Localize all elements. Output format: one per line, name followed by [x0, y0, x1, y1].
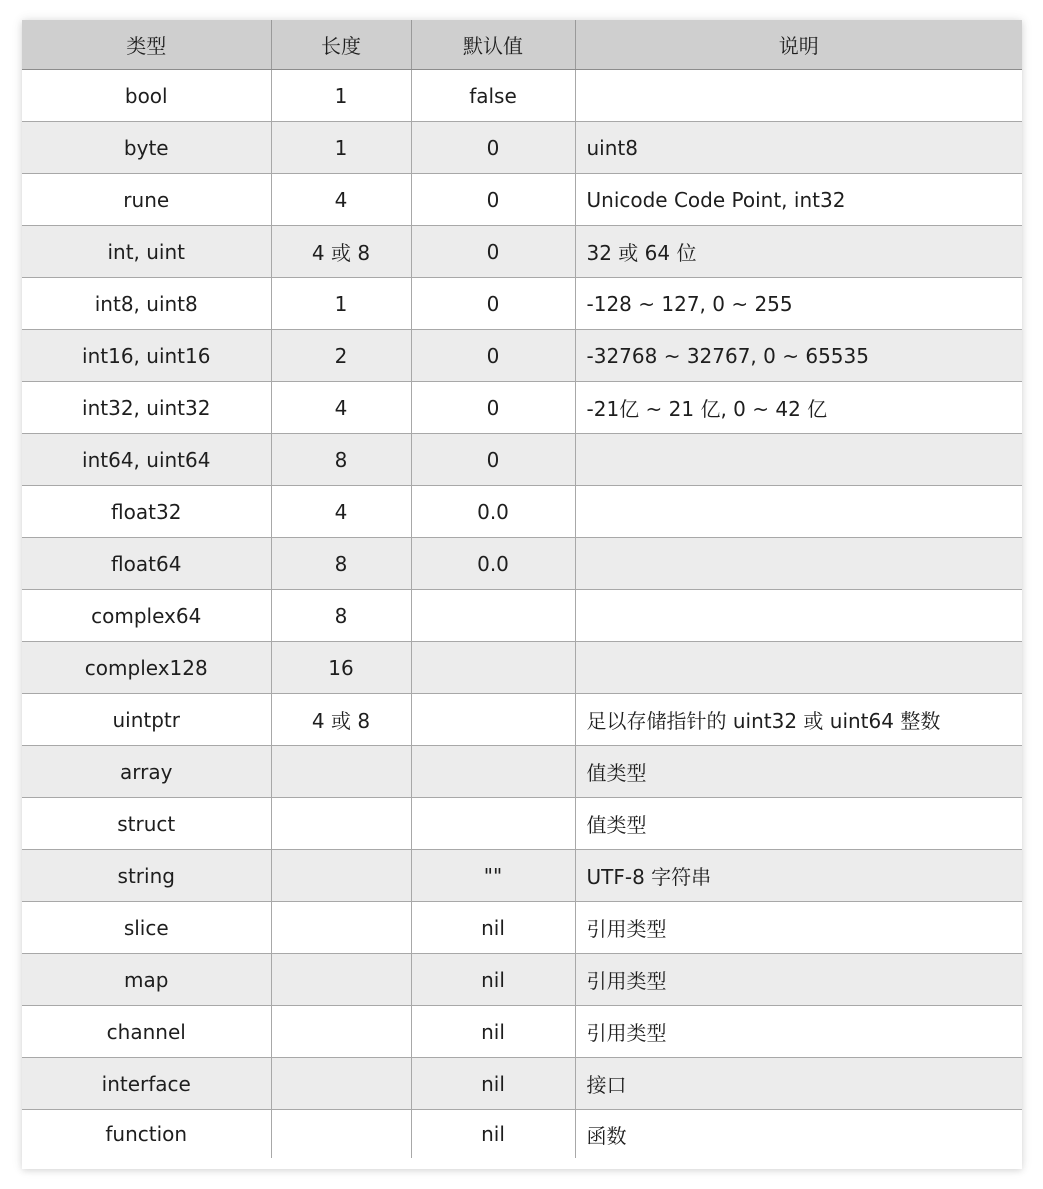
table-row	[22, 330, 1022, 382]
cell-type: int64, uint64	[22, 434, 271, 486]
table-row	[22, 1006, 1022, 1058]
cell-type: float64	[22, 538, 271, 590]
cell-length: 4 或 8	[271, 694, 411, 746]
type-table-card	[22, 20, 1022, 1169]
cell-type: byte	[22, 122, 271, 174]
cell-description: 值类型	[575, 798, 1022, 850]
go-types-table	[22, 20, 1022, 1158]
table-row	[22, 278, 1022, 330]
cell-length	[271, 1058, 411, 1110]
cell-default: 0	[411, 330, 575, 382]
table-row	[22, 798, 1022, 850]
cell-description: Unicode Code Point, int32	[575, 174, 1022, 226]
header-length: 长度	[271, 20, 411, 70]
cell-type: channel	[22, 1006, 271, 1058]
cell-description: -32768 ~ 32767, 0 ~ 65535	[575, 330, 1022, 382]
cell-type: int32, uint32	[22, 382, 271, 434]
cell-type: array	[22, 746, 271, 798]
cell-type: map	[22, 954, 271, 1006]
cell-description: 接口	[575, 1058, 1022, 1110]
cell-default: nil	[411, 1110, 575, 1159]
cell-default: 0	[411, 122, 575, 174]
cell-length: 16	[271, 642, 411, 694]
cell-length	[271, 850, 411, 902]
table-row	[22, 382, 1022, 434]
cell-type: uintptr	[22, 694, 271, 746]
cell-default	[411, 798, 575, 850]
cell-description	[575, 642, 1022, 694]
table-row	[22, 590, 1022, 642]
cell-description	[575, 538, 1022, 590]
cell-description	[575, 486, 1022, 538]
cell-length: 1	[271, 122, 411, 174]
cell-default	[411, 642, 575, 694]
cell-type: string	[22, 850, 271, 902]
table-row	[22, 1058, 1022, 1110]
table-row	[22, 902, 1022, 954]
cell-type: int16, uint16	[22, 330, 271, 382]
table-row	[22, 694, 1022, 746]
cell-length	[271, 954, 411, 1006]
cell-type: complex128	[22, 642, 271, 694]
cell-description	[575, 434, 1022, 486]
table-row	[22, 174, 1022, 226]
cell-description: -21亿 ~ 21 亿, 0 ~ 42 亿	[575, 382, 1022, 434]
cell-description	[575, 70, 1022, 122]
cell-description: 足以存储指针的 uint32 或 uint64 整数	[575, 694, 1022, 746]
cell-default: 0	[411, 434, 575, 486]
cell-type: float32	[22, 486, 271, 538]
cell-length	[271, 1006, 411, 1058]
cell-default: ""	[411, 850, 575, 902]
cell-default	[411, 590, 575, 642]
cell-length: 1	[271, 278, 411, 330]
cell-type: int8, uint8	[22, 278, 271, 330]
cell-type: bool	[22, 70, 271, 122]
cell-default: 0.0	[411, 486, 575, 538]
cell-description: UTF-8 字符串	[575, 850, 1022, 902]
cell-description: 32 或 64 位	[575, 226, 1022, 278]
cell-description: 引用类型	[575, 1006, 1022, 1058]
cell-type: struct	[22, 798, 271, 850]
table-header-row	[22, 20, 1022, 70]
cell-default: 0	[411, 174, 575, 226]
cell-description: 引用类型	[575, 902, 1022, 954]
cell-description: 引用类型	[575, 954, 1022, 1006]
cell-type: interface	[22, 1058, 271, 1110]
table-row	[22, 538, 1022, 590]
table-row	[22, 642, 1022, 694]
table-row	[22, 954, 1022, 1006]
cell-description: -128 ~ 127, 0 ~ 255	[575, 278, 1022, 330]
table-row	[22, 434, 1022, 486]
cell-description	[575, 590, 1022, 642]
cell-default	[411, 694, 575, 746]
table-row	[22, 70, 1022, 122]
cell-default: 0	[411, 226, 575, 278]
cell-length: 4	[271, 486, 411, 538]
cell-length	[271, 798, 411, 850]
cell-length: 4	[271, 382, 411, 434]
cell-default: 0.0	[411, 538, 575, 590]
cell-length: 2	[271, 330, 411, 382]
cell-length: 8	[271, 434, 411, 486]
cell-default	[411, 746, 575, 798]
cell-length: 8	[271, 590, 411, 642]
cell-type: slice	[22, 902, 271, 954]
cell-type: int, uint	[22, 226, 271, 278]
cell-length: 8	[271, 538, 411, 590]
table-row	[22, 746, 1022, 798]
cell-description: 函数	[575, 1110, 1022, 1159]
cell-length: 1	[271, 70, 411, 122]
cell-type: rune	[22, 174, 271, 226]
cell-description: uint8	[575, 122, 1022, 174]
cell-default: nil	[411, 954, 575, 1006]
cell-description: 值类型	[575, 746, 1022, 798]
cell-default: 0	[411, 382, 575, 434]
header-description: 说明	[575, 20, 1022, 70]
cell-type: function	[22, 1110, 271, 1159]
header-default: 默认值	[411, 20, 575, 70]
table-row	[22, 122, 1022, 174]
cell-length: 4	[271, 174, 411, 226]
cell-default: 0	[411, 278, 575, 330]
cell-default: nil	[411, 1058, 575, 1110]
cell-default: nil	[411, 1006, 575, 1058]
table-row	[22, 1110, 1022, 1159]
cell-length	[271, 902, 411, 954]
cell-default: nil	[411, 902, 575, 954]
cell-type: complex64	[22, 590, 271, 642]
table-row	[22, 226, 1022, 278]
cell-default: false	[411, 70, 575, 122]
cell-length	[271, 746, 411, 798]
table-row	[22, 486, 1022, 538]
cell-length	[271, 1110, 411, 1159]
table-row	[22, 850, 1022, 902]
cell-length: 4 或 8	[271, 226, 411, 278]
header-type: 类型	[22, 20, 271, 70]
